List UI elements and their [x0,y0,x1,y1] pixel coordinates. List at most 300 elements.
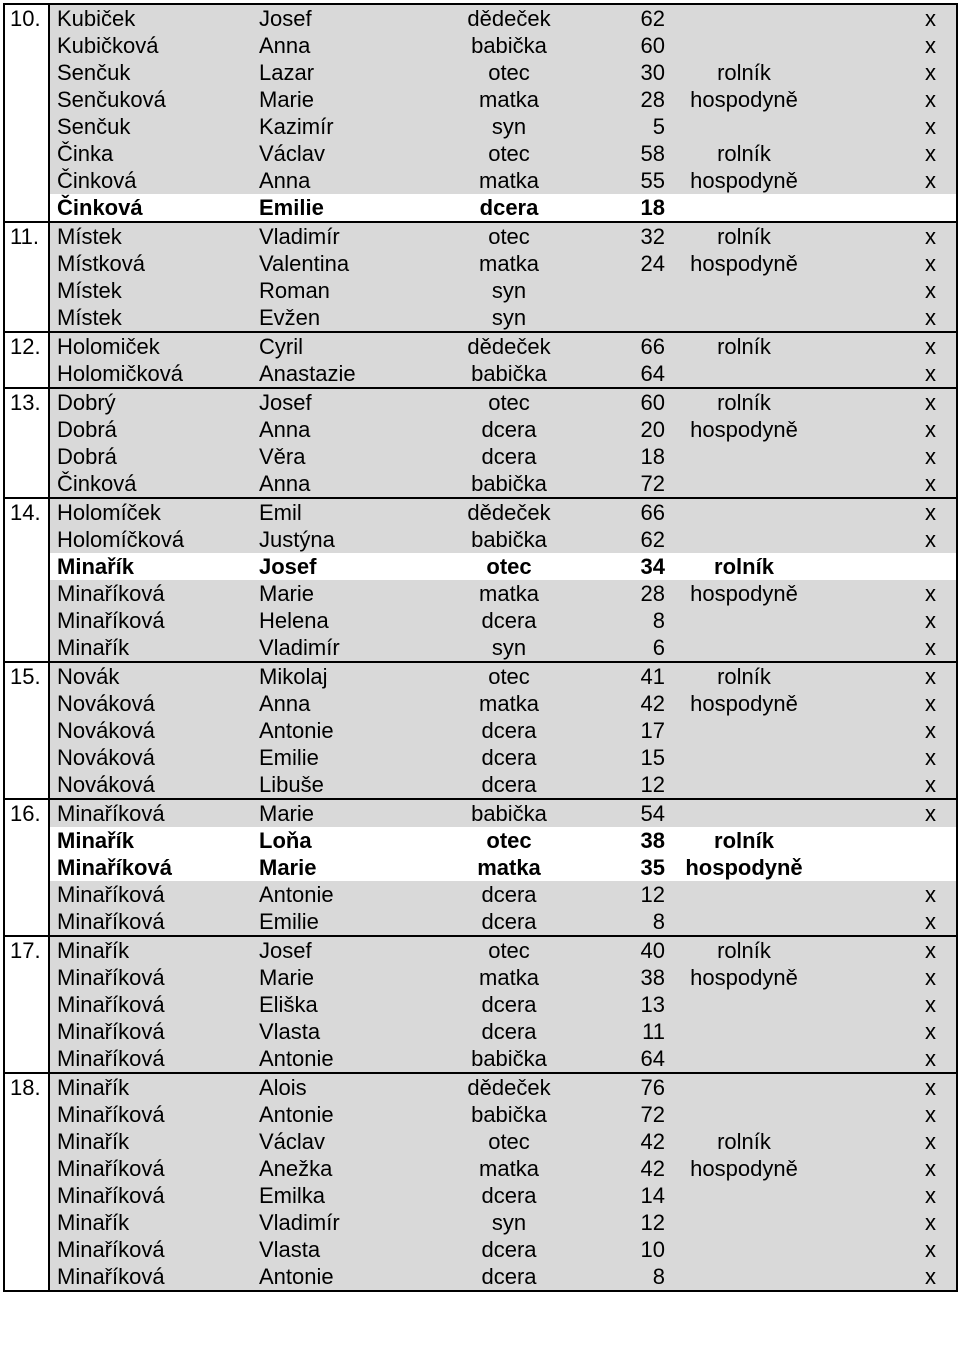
age-cell: 66 [579,332,669,360]
age-cell [579,304,669,332]
household-number: 14. [4,498,49,526]
occupation-cell: rolník [669,553,819,580]
relation-cell: matka [439,854,579,881]
occupation-cell: hospodyně [669,250,819,277]
surname-cell: Minaříková [49,1182,259,1209]
occupation-cell [669,470,819,498]
age-cell: 42 [579,1155,669,1182]
surname-cell: Holomíčková [49,526,259,553]
occupation-cell [669,881,819,908]
relation-cell: dcera [439,607,579,634]
age-cell: 15 [579,744,669,771]
occupation-cell [669,1045,819,1073]
first-name-cell: Anna [259,416,439,443]
household-number [4,607,49,634]
relation-cell: dcera [439,1236,579,1263]
mark-cell: x [819,304,957,332]
first-name-cell: Josef [259,553,439,580]
table-row [4,690,957,717]
table-row [4,416,957,443]
household-number [4,744,49,771]
relation-cell: dcera [439,194,579,222]
mark-cell: x [819,964,957,991]
occupation-cell: rolník [669,936,819,964]
mark-cell: x [819,443,957,470]
mark-cell: x [819,388,957,416]
surname-cell: Holomičková [49,360,259,388]
first-name-cell: Vladimír [259,634,439,662]
household-number [4,1101,49,1128]
relation-cell: matka [439,250,579,277]
table-row [4,1236,957,1263]
household-number [4,194,49,222]
surname-cell: Činková [49,470,259,498]
household-number [4,1128,49,1155]
first-name-cell: Vladimír [259,222,439,250]
first-name-cell: Cyril [259,332,439,360]
occupation-cell [669,1236,819,1263]
first-name-cell: Josef [259,388,439,416]
household-number: 10. [4,4,49,32]
age-cell: 54 [579,799,669,827]
age-cell: 64 [579,360,669,388]
surname-cell: Místková [49,250,259,277]
surname-cell: Dobrá [49,416,259,443]
mark-cell: x [819,113,957,140]
age-cell: 12 [579,771,669,799]
household-number: 17. [4,936,49,964]
age-cell [579,277,669,304]
surname-cell: Místek [49,222,259,250]
table-row [4,881,957,908]
relation-cell: babička [439,470,579,498]
first-name-cell: Věra [259,443,439,470]
first-name-cell: Anastazie [259,360,439,388]
age-cell: 28 [579,86,669,113]
relation-cell: matka [439,1155,579,1182]
table-row [4,1155,957,1182]
household-number [4,113,49,140]
relation-cell: syn [439,304,579,332]
mark-cell: x [819,416,957,443]
relation-cell: dědeček [439,498,579,526]
occupation-cell: hospodyně [669,1155,819,1182]
mark-cell: x [819,4,957,32]
household-number [4,443,49,470]
household-number [4,1209,49,1236]
table-row [4,194,957,222]
age-cell: 55 [579,167,669,194]
surname-cell: Minaříková [49,1236,259,1263]
relation-cell: matka [439,86,579,113]
table-row [4,113,957,140]
household-number [4,553,49,580]
mark-cell [819,827,957,854]
surname-cell: Minaříková [49,799,259,827]
relation-cell: dědeček [439,1073,579,1101]
surname-cell: Minařík [49,1073,259,1101]
surname-cell: Minařík [49,827,259,854]
first-name-cell: Anna [259,690,439,717]
table-row [4,1209,957,1236]
occupation-cell [669,634,819,662]
occupation-cell: rolník [669,827,819,854]
table-row [4,991,957,1018]
mark-cell: x [819,470,957,498]
first-name-cell: Marie [259,580,439,607]
first-name-cell: Emilka [259,1182,439,1209]
relation-cell: dcera [439,1263,579,1291]
mark-cell: x [819,1018,957,1045]
mark-cell: x [819,1182,957,1209]
surname-cell: Dobrý [49,388,259,416]
table-row [4,1128,957,1155]
household-number [4,771,49,799]
occupation-cell: hospodyně [669,167,819,194]
household-number: 13. [4,388,49,416]
age-cell: 6 [579,634,669,662]
age-cell: 30 [579,59,669,86]
surname-cell: Dobrá [49,443,259,470]
occupation-cell [669,304,819,332]
age-cell: 24 [579,250,669,277]
age-cell: 5 [579,113,669,140]
age-cell: 72 [579,1101,669,1128]
relation-cell: babička [439,1045,579,1073]
relation-cell: otec [439,140,579,167]
first-name-cell: Emilie [259,744,439,771]
first-name-cell: Antonie [259,881,439,908]
household-number [4,854,49,881]
relation-cell: otec [439,662,579,690]
occupation-cell [669,498,819,526]
table-row [4,167,957,194]
first-name-cell: Antonie [259,1101,439,1128]
first-name-cell: Josef [259,936,439,964]
relation-cell: syn [439,634,579,662]
occupation-cell: hospodyně [669,416,819,443]
occupation-cell [669,1073,819,1101]
table-row [4,799,957,827]
surname-cell: Místek [49,304,259,332]
household-number [4,250,49,277]
surname-cell: Minařík [49,553,259,580]
age-cell: 66 [579,498,669,526]
relation-cell: syn [439,1209,579,1236]
household-number [4,59,49,86]
age-cell: 38 [579,964,669,991]
mark-cell: x [819,1128,957,1155]
occupation-cell [669,277,819,304]
surname-cell: Minařík [49,634,259,662]
table-row [4,332,957,360]
first-name-cell: Helena [259,607,439,634]
occupation-cell [669,1263,819,1291]
table-row [4,1101,957,1128]
mark-cell: x [819,332,957,360]
first-name-cell: Vlasta [259,1018,439,1045]
first-name-cell: Marie [259,964,439,991]
occupation-cell: rolník [669,140,819,167]
occupation-cell [669,32,819,59]
table-row [4,140,957,167]
first-name-cell: Evžen [259,304,439,332]
age-cell: 35 [579,854,669,881]
age-cell: 11 [579,1018,669,1045]
occupation-cell: rolník [669,332,819,360]
mark-cell: x [819,799,957,827]
relation-cell: babička [439,360,579,388]
age-cell: 58 [579,140,669,167]
age-cell: 12 [579,1209,669,1236]
age-cell: 76 [579,1073,669,1101]
age-cell: 17 [579,717,669,744]
table-row [4,250,957,277]
table-row [4,86,957,113]
mark-cell: x [819,1073,957,1101]
occupation-cell [669,113,819,140]
occupation-cell [669,360,819,388]
table-row [4,662,957,690]
first-name-cell: Vladimír [259,1209,439,1236]
first-name-cell: Eliška [259,991,439,1018]
mark-cell: x [819,607,957,634]
first-name-cell: Anna [259,470,439,498]
table-row [4,1018,957,1045]
relation-cell: dědeček [439,4,579,32]
relation-cell: dcera [439,717,579,744]
age-cell: 8 [579,607,669,634]
surname-cell: Minařík [49,936,259,964]
mark-cell: x [819,167,957,194]
relation-cell: babička [439,32,579,59]
surname-cell: Minaříková [49,964,259,991]
table-row [4,1045,957,1073]
mark-cell: x [819,360,957,388]
household-number [4,908,49,936]
relation-cell: syn [439,277,579,304]
occupation-cell [669,744,819,771]
table-row [4,744,957,771]
first-name-cell: Anna [259,167,439,194]
first-name-cell: Emilie [259,908,439,936]
mark-cell [819,553,957,580]
first-name-cell: Václav [259,140,439,167]
age-cell: 62 [579,4,669,32]
table-row [4,908,957,936]
mark-cell: x [819,1263,957,1291]
mark-cell: x [819,936,957,964]
age-cell: 64 [579,1045,669,1073]
first-name-cell: Václav [259,1128,439,1155]
relation-cell: dědeček [439,332,579,360]
first-name-cell: Vlasta [259,1236,439,1263]
first-name-cell: Kazimír [259,113,439,140]
age-cell: 34 [579,553,669,580]
occupation-cell [669,526,819,553]
mark-cell: x [819,580,957,607]
surname-cell: Novák [49,662,259,690]
household-number [4,1182,49,1209]
surname-cell: Kubiček [49,4,259,32]
relation-cell: dcera [439,416,579,443]
surname-cell: Minaříková [49,580,259,607]
age-cell: 18 [579,443,669,470]
household-number: 11. [4,222,49,250]
first-name-cell: Alois [259,1073,439,1101]
occupation-cell [669,4,819,32]
table-row [4,717,957,744]
household-number [4,1045,49,1073]
household-number: 18. [4,1073,49,1101]
household-number [4,717,49,744]
relation-cell: babička [439,526,579,553]
occupation-cell: rolník [669,388,819,416]
household-number [4,416,49,443]
mark-cell [819,194,957,222]
age-cell: 8 [579,908,669,936]
household-table [3,3,958,1292]
table-row [4,498,957,526]
surname-cell: Minaříková [49,854,259,881]
first-name-cell: Anna [259,32,439,59]
mark-cell: x [819,222,957,250]
occupation-cell [669,771,819,799]
age-cell: 38 [579,827,669,854]
relation-cell: otec [439,936,579,964]
relation-cell: otec [439,59,579,86]
mark-cell: x [819,717,957,744]
relation-cell: dcera [439,443,579,470]
occupation-cell [669,991,819,1018]
first-name-cell: Josef [259,4,439,32]
surname-cell: Minaříková [49,991,259,1018]
age-cell: 32 [579,222,669,250]
mark-cell: x [819,1236,957,1263]
first-name-cell: Valentina [259,250,439,277]
first-name-cell: Libuše [259,771,439,799]
table-row [4,1182,957,1209]
surname-cell: Minaříková [49,1263,259,1291]
occupation-cell [669,443,819,470]
occupation-cell [669,908,819,936]
relation-cell: matka [439,580,579,607]
surname-cell: Minařík [49,1209,259,1236]
surname-cell: Minaříková [49,607,259,634]
age-cell: 13 [579,991,669,1018]
occupation-cell [669,607,819,634]
relation-cell: dcera [439,1018,579,1045]
table-row [4,1073,957,1101]
mark-cell: x [819,634,957,662]
relation-cell: matka [439,167,579,194]
surname-cell: Senčuková [49,86,259,113]
relation-cell: matka [439,964,579,991]
mark-cell: x [819,1155,957,1182]
mark-cell: x [819,526,957,553]
occupation-cell [669,194,819,222]
surname-cell: Nováková [49,771,259,799]
occupation-cell: hospodyně [669,690,819,717]
first-name-cell: Lazar [259,59,439,86]
occupation-cell: rolník [669,1128,819,1155]
mark-cell: x [819,771,957,799]
age-cell: 40 [579,936,669,964]
mark-cell: x [819,881,957,908]
age-cell: 62 [579,526,669,553]
table-row [4,388,957,416]
table-row [4,936,957,964]
mark-cell: x [819,250,957,277]
household-number [4,634,49,662]
table-row [4,1263,957,1291]
household-number [4,32,49,59]
surname-cell: Minaříková [49,908,259,936]
mark-cell: x [819,744,957,771]
table-row [4,634,957,662]
relation-cell: dcera [439,1182,579,1209]
table-row [4,827,957,854]
surname-cell: Holomíček [49,498,259,526]
mark-cell: x [819,277,957,304]
surname-cell: Minaříková [49,1045,259,1073]
first-name-cell: Antonie [259,1045,439,1073]
first-name-cell: Marie [259,86,439,113]
table-row [4,59,957,86]
relation-cell: otec [439,222,579,250]
relation-cell: dcera [439,908,579,936]
occupation-cell [669,1101,819,1128]
table-row [4,222,957,250]
age-cell: 20 [579,416,669,443]
household-number: 16. [4,799,49,827]
household-number: 12. [4,332,49,360]
surname-cell: Činková [49,167,259,194]
table-row [4,443,957,470]
first-name-cell: Marie [259,799,439,827]
household-number [4,1155,49,1182]
surname-cell: Senčuk [49,113,259,140]
mark-cell: x [819,32,957,59]
surname-cell: Místek [49,277,259,304]
surname-cell: Nováková [49,744,259,771]
age-cell: 12 [579,881,669,908]
mark-cell: x [819,1209,957,1236]
first-name-cell: Justýna [259,526,439,553]
mark-cell: x [819,86,957,113]
age-cell: 60 [579,32,669,59]
household-number [4,470,49,498]
household-number [4,86,49,113]
surname-cell: Činka [49,140,259,167]
relation-cell: babička [439,799,579,827]
table-row [4,964,957,991]
mark-cell: x [819,690,957,717]
occupation-cell: hospodyně [669,964,819,991]
first-name-cell: Emil [259,498,439,526]
household-number [4,304,49,332]
surname-cell: Kubičková [49,32,259,59]
occupation-cell [669,717,819,744]
age-cell: 8 [579,1263,669,1291]
age-cell: 18 [579,194,669,222]
table-row [4,580,957,607]
table-row [4,470,957,498]
surname-cell: Minaříková [49,881,259,908]
surname-cell: Minaříková [49,1018,259,1045]
first-name-cell: Antonie [259,1263,439,1291]
age-cell: 42 [579,1128,669,1155]
